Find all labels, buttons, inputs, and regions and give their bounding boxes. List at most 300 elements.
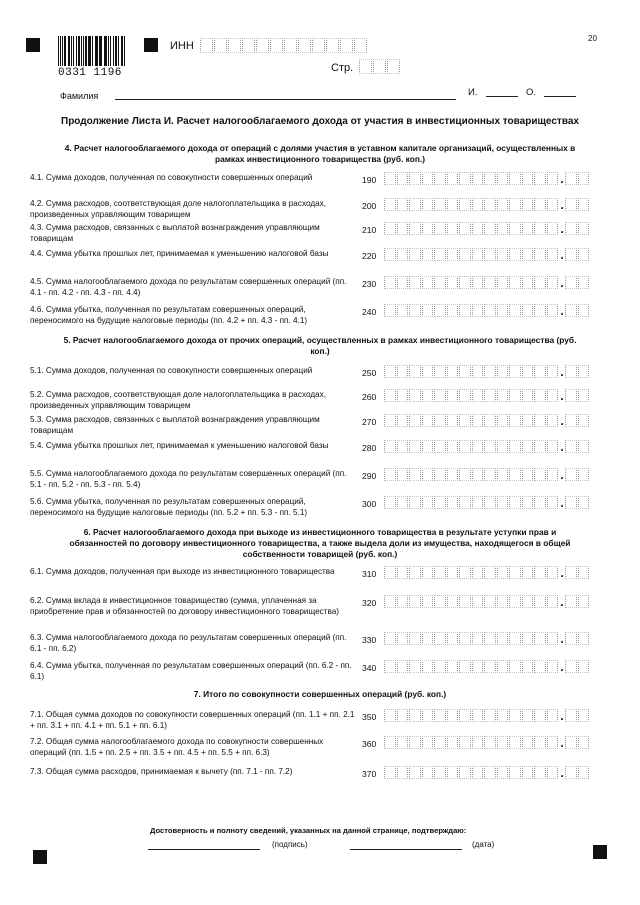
- input-cell[interactable]: [534, 766, 546, 779]
- input-cell[interactable]: [422, 709, 434, 722]
- input-cell[interactable]: [534, 496, 546, 509]
- input-cell[interactable]: [447, 365, 459, 378]
- input-cell[interactable]: [384, 440, 396, 453]
- amount-input-field[interactable]: [384, 172, 590, 185]
- input-cell[interactable]: [472, 566, 484, 579]
- input-cell[interactable]: [422, 198, 434, 211]
- input-cell[interactable]: [578, 198, 590, 211]
- input-cell[interactable]: [547, 276, 559, 289]
- input-cell[interactable]: [422, 566, 434, 579]
- input-cell[interactable]: [397, 766, 409, 779]
- input-cell[interactable]: [547, 365, 559, 378]
- input-cell[interactable]: [359, 59, 372, 74]
- input-cell[interactable]: [497, 414, 509, 427]
- input-cell[interactable]: [397, 566, 409, 579]
- input-cell[interactable]: [397, 414, 409, 427]
- input-cell[interactable]: [497, 365, 509, 378]
- input-cell[interactable]: [340, 38, 353, 53]
- input-cell[interactable]: [384, 198, 396, 211]
- input-cell[interactable]: [472, 595, 484, 608]
- input-cell[interactable]: [522, 736, 534, 749]
- input-cell[interactable]: [509, 248, 521, 261]
- input-cell[interactable]: [509, 276, 521, 289]
- input-cell[interactable]: [472, 198, 484, 211]
- input-cell[interactable]: [459, 389, 471, 402]
- input-cell[interactable]: [409, 766, 421, 779]
- input-cell[interactable]: [434, 222, 446, 235]
- input-cell[interactable]: [509, 595, 521, 608]
- input-cell[interactable]: [434, 248, 446, 261]
- input-cell[interactable]: [397, 736, 409, 749]
- input-cell[interactable]: [484, 365, 496, 378]
- input-cell[interactable]: [497, 632, 509, 645]
- input-cell[interactable]: [522, 222, 534, 235]
- input-cell[interactable]: [497, 222, 509, 235]
- input-cell[interactable]: [509, 389, 521, 402]
- input-cell[interactable]: [459, 709, 471, 722]
- input-cell[interactable]: [547, 632, 559, 645]
- input-cell[interactable]: [326, 38, 339, 53]
- input-cell[interactable]: [534, 365, 546, 378]
- input-cell[interactable]: [422, 389, 434, 402]
- input-cell[interactable]: [459, 496, 471, 509]
- input-cell[interactable]: [434, 632, 446, 645]
- input-cell[interactable]: [547, 468, 559, 481]
- input-cell[interactable]: [384, 172, 396, 185]
- input-cell[interactable]: [409, 440, 421, 453]
- input-cell[interactable]: [497, 496, 509, 509]
- input-cell[interactable]: [384, 276, 396, 289]
- input-cell[interactable]: [522, 766, 534, 779]
- input-cell[interactable]: [409, 736, 421, 749]
- input-cell[interactable]: [459, 222, 471, 235]
- input-cell[interactable]: [534, 709, 546, 722]
- input-cell[interactable]: [484, 440, 496, 453]
- input-cell[interactable]: [459, 566, 471, 579]
- input-cell[interactable]: [547, 389, 559, 402]
- amount-input-field[interactable]: [384, 222, 590, 235]
- input-cell[interactable]: [578, 632, 590, 645]
- input-cell[interactable]: [578, 736, 590, 749]
- input-cell[interactable]: [422, 440, 434, 453]
- input-cell[interactable]: [384, 736, 396, 749]
- input-cell[interactable]: [298, 38, 311, 53]
- input-cell[interactable]: [409, 198, 421, 211]
- input-cell[interactable]: [447, 736, 459, 749]
- amount-input-field[interactable]: [384, 248, 590, 261]
- input-cell[interactable]: [447, 766, 459, 779]
- amount-input-field[interactable]: [384, 496, 590, 509]
- input-cell[interactable]: [422, 496, 434, 509]
- amount-input-field[interactable]: [384, 709, 590, 722]
- input-cell[interactable]: [472, 248, 484, 261]
- input-cell[interactable]: [447, 440, 459, 453]
- input-cell[interactable]: [522, 632, 534, 645]
- amount-input-field[interactable]: [384, 660, 590, 673]
- input-cell[interactable]: [565, 736, 577, 749]
- input-cell[interactable]: [397, 365, 409, 378]
- input-cell[interactable]: [578, 766, 590, 779]
- input-cell[interactable]: [509, 766, 521, 779]
- input-cell[interactable]: [447, 172, 459, 185]
- input-cell[interactable]: [472, 440, 484, 453]
- input-cell[interactable]: [565, 248, 577, 261]
- input-cell[interactable]: [384, 766, 396, 779]
- input-cell[interactable]: [472, 304, 484, 317]
- input-cell[interactable]: [522, 276, 534, 289]
- amount-input-field[interactable]: [384, 389, 590, 402]
- input-cell[interactable]: [459, 172, 471, 185]
- amount-input-field[interactable]: [384, 276, 590, 289]
- input-cell[interactable]: [484, 660, 496, 673]
- input-cell[interactable]: [409, 248, 421, 261]
- input-cell[interactable]: [472, 766, 484, 779]
- input-cell[interactable]: [384, 709, 396, 722]
- input-cell[interactable]: [509, 632, 521, 645]
- input-cell[interactable]: [434, 414, 446, 427]
- input-cell[interactable]: [422, 304, 434, 317]
- input-cell[interactable]: [497, 736, 509, 749]
- input-cell[interactable]: [509, 198, 521, 211]
- input-cell[interactable]: [472, 736, 484, 749]
- input-cell[interactable]: [522, 248, 534, 261]
- input-cell[interactable]: [547, 198, 559, 211]
- input-cell[interactable]: [522, 172, 534, 185]
- input-cell[interactable]: [497, 468, 509, 481]
- input-cell[interactable]: [522, 595, 534, 608]
- input-cell[interactable]: [434, 595, 446, 608]
- input-cell[interactable]: [434, 766, 446, 779]
- input-cell[interactable]: [565, 440, 577, 453]
- input-cell[interactable]: [565, 766, 577, 779]
- input-cell[interactable]: [409, 365, 421, 378]
- input-cell[interactable]: [534, 389, 546, 402]
- input-cell[interactable]: [484, 632, 496, 645]
- amount-input-field[interactable]: [384, 198, 590, 211]
- input-cell[interactable]: [447, 222, 459, 235]
- input-cell[interactable]: [534, 248, 546, 261]
- input-cell[interactable]: [565, 172, 577, 185]
- input-cell[interactable]: [447, 595, 459, 608]
- input-cell[interactable]: [434, 566, 446, 579]
- input-cell[interactable]: [447, 566, 459, 579]
- input-cell[interactable]: [534, 566, 546, 579]
- input-cell[interactable]: [472, 389, 484, 402]
- input-cell[interactable]: [447, 304, 459, 317]
- input-cell[interactable]: [578, 304, 590, 317]
- input-cell[interactable]: [565, 566, 577, 579]
- input-cell[interactable]: [214, 38, 227, 53]
- input-cell[interactable]: [397, 304, 409, 317]
- inn-input-cells[interactable]: [200, 38, 368, 53]
- input-cell[interactable]: [565, 414, 577, 427]
- input-cell[interactable]: [484, 276, 496, 289]
- input-cell[interactable]: [354, 38, 367, 53]
- input-cell[interactable]: [484, 198, 496, 211]
- input-cell[interactable]: [384, 632, 396, 645]
- input-cell[interactable]: [472, 172, 484, 185]
- input-cell[interactable]: [484, 172, 496, 185]
- amount-input-field[interactable]: [384, 566, 590, 579]
- input-cell[interactable]: [422, 248, 434, 261]
- input-cell[interactable]: [484, 709, 496, 722]
- input-cell[interactable]: [409, 566, 421, 579]
- input-cell[interactable]: [472, 468, 484, 481]
- input-cell[interactable]: [422, 276, 434, 289]
- input-cell[interactable]: [565, 595, 577, 608]
- input-cell[interactable]: [384, 595, 396, 608]
- input-cell[interactable]: [459, 736, 471, 749]
- input-cell[interactable]: [497, 389, 509, 402]
- amount-input-field[interactable]: [384, 365, 590, 378]
- input-cell[interactable]: [565, 496, 577, 509]
- input-cell[interactable]: [578, 595, 590, 608]
- input-cell[interactable]: [522, 389, 534, 402]
- input-cell[interactable]: [547, 414, 559, 427]
- input-cell[interactable]: [547, 222, 559, 235]
- input-cell[interactable]: [497, 566, 509, 579]
- input-cell[interactable]: [565, 198, 577, 211]
- input-cell[interactable]: [459, 595, 471, 608]
- input-cell[interactable]: [397, 389, 409, 402]
- input-cell[interactable]: [497, 248, 509, 261]
- signature-field[interactable]: [148, 849, 260, 850]
- input-cell[interactable]: [484, 766, 496, 779]
- amount-input-field[interactable]: [384, 414, 590, 427]
- input-cell[interactable]: [384, 304, 396, 317]
- input-cell[interactable]: [565, 632, 577, 645]
- input-cell[interactable]: [472, 632, 484, 645]
- input-cell[interactable]: [534, 660, 546, 673]
- input-cell[interactable]: [409, 496, 421, 509]
- input-cell[interactable]: [434, 660, 446, 673]
- input-cell[interactable]: [422, 468, 434, 481]
- input-cell[interactable]: [534, 172, 546, 185]
- input-cell[interactable]: [534, 414, 546, 427]
- input-cell[interactable]: [422, 632, 434, 645]
- input-cell[interactable]: [484, 389, 496, 402]
- input-cell[interactable]: [434, 198, 446, 211]
- input-cell[interactable]: [447, 198, 459, 211]
- input-cell[interactable]: [397, 660, 409, 673]
- input-cell[interactable]: [484, 566, 496, 579]
- input-cell[interactable]: [578, 414, 590, 427]
- input-cell[interactable]: [447, 276, 459, 289]
- amount-input-field[interactable]: [384, 632, 590, 645]
- input-cell[interactable]: [384, 468, 396, 481]
- input-cell[interactable]: [397, 276, 409, 289]
- input-cell[interactable]: [422, 414, 434, 427]
- input-cell[interactable]: [497, 595, 509, 608]
- input-cell[interactable]: [434, 172, 446, 185]
- input-cell[interactable]: [397, 709, 409, 722]
- input-cell[interactable]: [547, 709, 559, 722]
- page-number-input-cells[interactable]: [359, 59, 401, 74]
- input-cell[interactable]: [534, 304, 546, 317]
- input-cell[interactable]: [497, 766, 509, 779]
- input-cell[interactable]: [578, 276, 590, 289]
- amount-input-field[interactable]: [384, 736, 590, 749]
- input-cell[interactable]: [422, 660, 434, 673]
- input-cell[interactable]: [459, 304, 471, 317]
- input-cell[interactable]: [459, 365, 471, 378]
- input-cell[interactable]: [384, 414, 396, 427]
- input-cell[interactable]: [484, 468, 496, 481]
- input-cell[interactable]: [534, 440, 546, 453]
- input-cell[interactable]: [534, 198, 546, 211]
- input-cell[interactable]: [409, 304, 421, 317]
- input-cell[interactable]: [447, 660, 459, 673]
- input-cell[interactable]: [547, 660, 559, 673]
- input-cell[interactable]: [497, 709, 509, 722]
- input-cell[interactable]: [509, 566, 521, 579]
- input-cell[interactable]: [565, 276, 577, 289]
- input-cell[interactable]: [534, 595, 546, 608]
- input-cell[interactable]: [497, 304, 509, 317]
- input-cell[interactable]: [509, 222, 521, 235]
- input-cell[interactable]: [578, 172, 590, 185]
- input-cell[interactable]: [522, 198, 534, 211]
- input-cell[interactable]: [409, 222, 421, 235]
- input-cell[interactable]: [434, 304, 446, 317]
- input-cell[interactable]: [459, 468, 471, 481]
- input-cell[interactable]: [434, 709, 446, 722]
- input-cell[interactable]: [384, 248, 396, 261]
- input-cell[interactable]: [459, 276, 471, 289]
- input-cell[interactable]: [522, 440, 534, 453]
- input-cell[interactable]: [565, 365, 577, 378]
- input-cell[interactable]: [472, 660, 484, 673]
- input-cell[interactable]: [497, 198, 509, 211]
- input-cell[interactable]: [447, 632, 459, 645]
- input-cell[interactable]: [459, 632, 471, 645]
- input-cell[interactable]: [472, 276, 484, 289]
- input-cell[interactable]: [422, 365, 434, 378]
- input-cell[interactable]: [422, 766, 434, 779]
- input-cell[interactable]: [578, 440, 590, 453]
- input-cell[interactable]: [284, 38, 297, 53]
- input-cell[interactable]: [484, 304, 496, 317]
- input-cell[interactable]: [397, 632, 409, 645]
- input-cell[interactable]: [459, 440, 471, 453]
- input-cell[interactable]: [534, 632, 546, 645]
- input-cell[interactable]: [472, 222, 484, 235]
- input-cell[interactable]: [565, 709, 577, 722]
- input-cell[interactable]: [565, 389, 577, 402]
- input-cell[interactable]: [447, 248, 459, 261]
- input-cell[interactable]: [384, 365, 396, 378]
- amount-input-field[interactable]: [384, 468, 590, 481]
- input-cell[interactable]: [472, 709, 484, 722]
- input-cell[interactable]: [509, 736, 521, 749]
- input-cell[interactable]: [409, 389, 421, 402]
- input-cell[interactable]: [547, 440, 559, 453]
- input-cell[interactable]: [422, 172, 434, 185]
- amount-input-field[interactable]: [384, 304, 590, 317]
- input-cell[interactable]: [409, 595, 421, 608]
- input-cell[interactable]: [522, 414, 534, 427]
- input-cell[interactable]: [447, 389, 459, 402]
- input-cell[interactable]: [397, 468, 409, 481]
- input-cell[interactable]: [547, 766, 559, 779]
- input-cell[interactable]: [509, 365, 521, 378]
- input-cell[interactable]: [384, 222, 396, 235]
- input-cell[interactable]: [522, 709, 534, 722]
- input-cell[interactable]: [397, 595, 409, 608]
- amount-input-field[interactable]: [384, 440, 590, 453]
- input-cell[interactable]: [447, 414, 459, 427]
- input-cell[interactable]: [547, 566, 559, 579]
- input-cell[interactable]: [497, 172, 509, 185]
- input-cell[interactable]: [509, 172, 521, 185]
- input-cell[interactable]: [534, 222, 546, 235]
- input-cell[interactable]: [422, 222, 434, 235]
- input-cell[interactable]: [384, 389, 396, 402]
- initial-i-field[interactable]: [486, 96, 518, 97]
- input-cell[interactable]: [409, 414, 421, 427]
- input-cell[interactable]: [565, 222, 577, 235]
- input-cell[interactable]: [242, 38, 255, 53]
- input-cell[interactable]: [547, 595, 559, 608]
- input-cell[interactable]: [484, 496, 496, 509]
- input-cell[interactable]: [270, 38, 283, 53]
- input-cell[interactable]: [484, 222, 496, 235]
- input-cell[interactable]: [565, 660, 577, 673]
- input-cell[interactable]: [578, 468, 590, 481]
- input-cell[interactable]: [522, 468, 534, 481]
- input-cell[interactable]: [434, 365, 446, 378]
- input-cell[interactable]: [397, 248, 409, 261]
- input-cell[interactable]: [509, 440, 521, 453]
- input-cell[interactable]: [484, 595, 496, 608]
- input-cell[interactable]: [447, 496, 459, 509]
- input-cell[interactable]: [312, 38, 325, 53]
- amount-input-field[interactable]: [384, 766, 590, 779]
- input-cell[interactable]: [422, 736, 434, 749]
- input-cell[interactable]: [434, 440, 446, 453]
- input-cell[interactable]: [522, 496, 534, 509]
- input-cell[interactable]: [578, 660, 590, 673]
- input-cell[interactable]: [434, 389, 446, 402]
- input-cell[interactable]: [578, 222, 590, 235]
- input-cell[interactable]: [459, 248, 471, 261]
- input-cell[interactable]: [484, 414, 496, 427]
- input-cell[interactable]: [547, 736, 559, 749]
- input-cell[interactable]: [447, 709, 459, 722]
- input-cell[interactable]: [484, 736, 496, 749]
- date-field[interactable]: [350, 849, 462, 850]
- input-cell[interactable]: [384, 660, 396, 673]
- input-cell[interactable]: [578, 496, 590, 509]
- input-cell[interactable]: [578, 566, 590, 579]
- input-cell[interactable]: [565, 468, 577, 481]
- input-cell[interactable]: [472, 414, 484, 427]
- input-cell[interactable]: [409, 632, 421, 645]
- input-cell[interactable]: [509, 496, 521, 509]
- input-cell[interactable]: [200, 38, 213, 53]
- input-cell[interactable]: [409, 660, 421, 673]
- input-cell[interactable]: [409, 276, 421, 289]
- input-cell[interactable]: [484, 248, 496, 261]
- input-cell[interactable]: [409, 468, 421, 481]
- input-cell[interactable]: [434, 736, 446, 749]
- input-cell[interactable]: [509, 468, 521, 481]
- input-cell[interactable]: [522, 566, 534, 579]
- input-cell[interactable]: [547, 248, 559, 261]
- input-cell[interactable]: [522, 304, 534, 317]
- input-cell[interactable]: [387, 59, 400, 74]
- input-cell[interactable]: [256, 38, 269, 53]
